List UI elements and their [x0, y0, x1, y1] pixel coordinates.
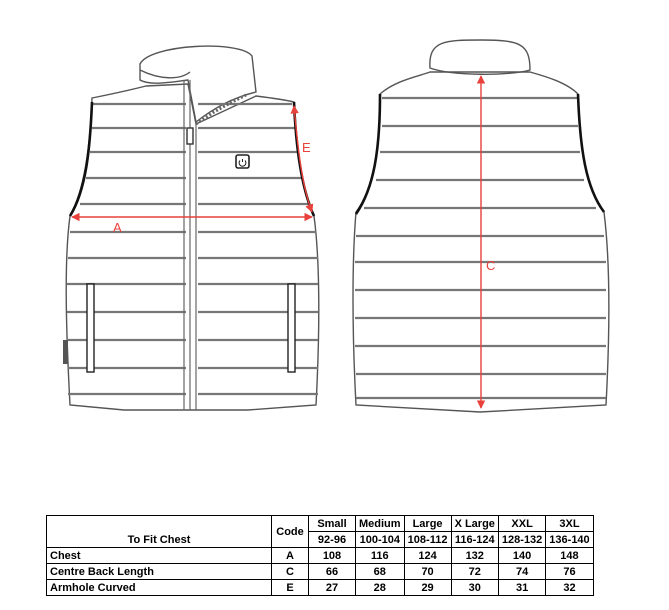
size-name-x-large: X Large: [451, 516, 498, 532]
table-cell: 31: [498, 580, 545, 596]
front-collar: [140, 46, 256, 122]
table-cell: 29: [404, 580, 451, 596]
table-cell: 116: [356, 548, 405, 564]
size-range-medium: 100-104: [356, 532, 405, 548]
size-name-small: Small: [309, 516, 356, 532]
table-cell: 70: [404, 564, 451, 580]
measure-label-c: C: [486, 258, 496, 273]
table-row-armhole-curved: [47, 580, 594, 596]
table-cell: 124: [404, 548, 451, 564]
table-cell: 32: [546, 580, 593, 596]
front-armhole-right: [294, 102, 314, 216]
measure-label-e: E: [302, 140, 311, 155]
table-cell: 66: [309, 564, 356, 580]
table-header-row-sizes: [47, 516, 594, 532]
table-cell: 27: [309, 580, 356, 596]
vest-front-view: [63, 46, 319, 410]
table-cell: 140: [498, 548, 545, 564]
code-header: Code: [272, 516, 309, 548]
table-row-centre-back-length: [47, 564, 594, 580]
table-cell: 132: [451, 548, 498, 564]
front-armhole-left: [70, 102, 92, 216]
size-range-small: 92-96: [309, 532, 356, 548]
table-cell: 30: [451, 580, 498, 596]
row-code: A: [272, 548, 309, 564]
back-armhole-left: [356, 94, 380, 214]
pocket-zip-right: [288, 284, 295, 372]
measure-label-a: A: [113, 220, 122, 235]
table-cell: 76: [546, 564, 593, 580]
size-name-medium: Medium: [356, 516, 405, 532]
row-code: E: [272, 580, 309, 596]
table-row-chest: [47, 548, 594, 564]
size-range-xxl: 128-132: [498, 532, 545, 548]
size-name-3xl: 3XL: [546, 516, 593, 532]
front-quilt-lines: [67, 104, 318, 394]
back-collar: [430, 40, 530, 74]
table-cell: 108: [309, 548, 356, 564]
row-label: Armhole Curved: [47, 580, 272, 596]
to-fit-chest-header: To Fit Chest: [47, 516, 272, 548]
size-range-x-large: 116-124: [451, 532, 498, 548]
table-cell: 148: [546, 548, 593, 564]
back-armhole-right: [578, 94, 604, 212]
size-name-large: Large: [404, 516, 451, 532]
row-label: Chest: [47, 548, 272, 564]
table-cell: 72: [451, 564, 498, 580]
size-range-large: 108-112: [404, 532, 451, 548]
row-label: Centre Back Length: [47, 564, 272, 580]
pocket-zip-left: [87, 284, 94, 372]
row-code: C: [272, 564, 309, 580]
size-range-3xl: 136-140: [546, 532, 593, 548]
table-cell: 68: [356, 564, 405, 580]
size-name-xxl: XXL: [498, 516, 545, 532]
armhole-measure-line: [294, 106, 312, 212]
table-cell: 28: [356, 580, 405, 596]
table-cell: 74: [498, 564, 545, 580]
side-tab: [63, 340, 68, 364]
zipper-pull: [187, 128, 193, 144]
size-chart-table: [46, 515, 594, 596]
